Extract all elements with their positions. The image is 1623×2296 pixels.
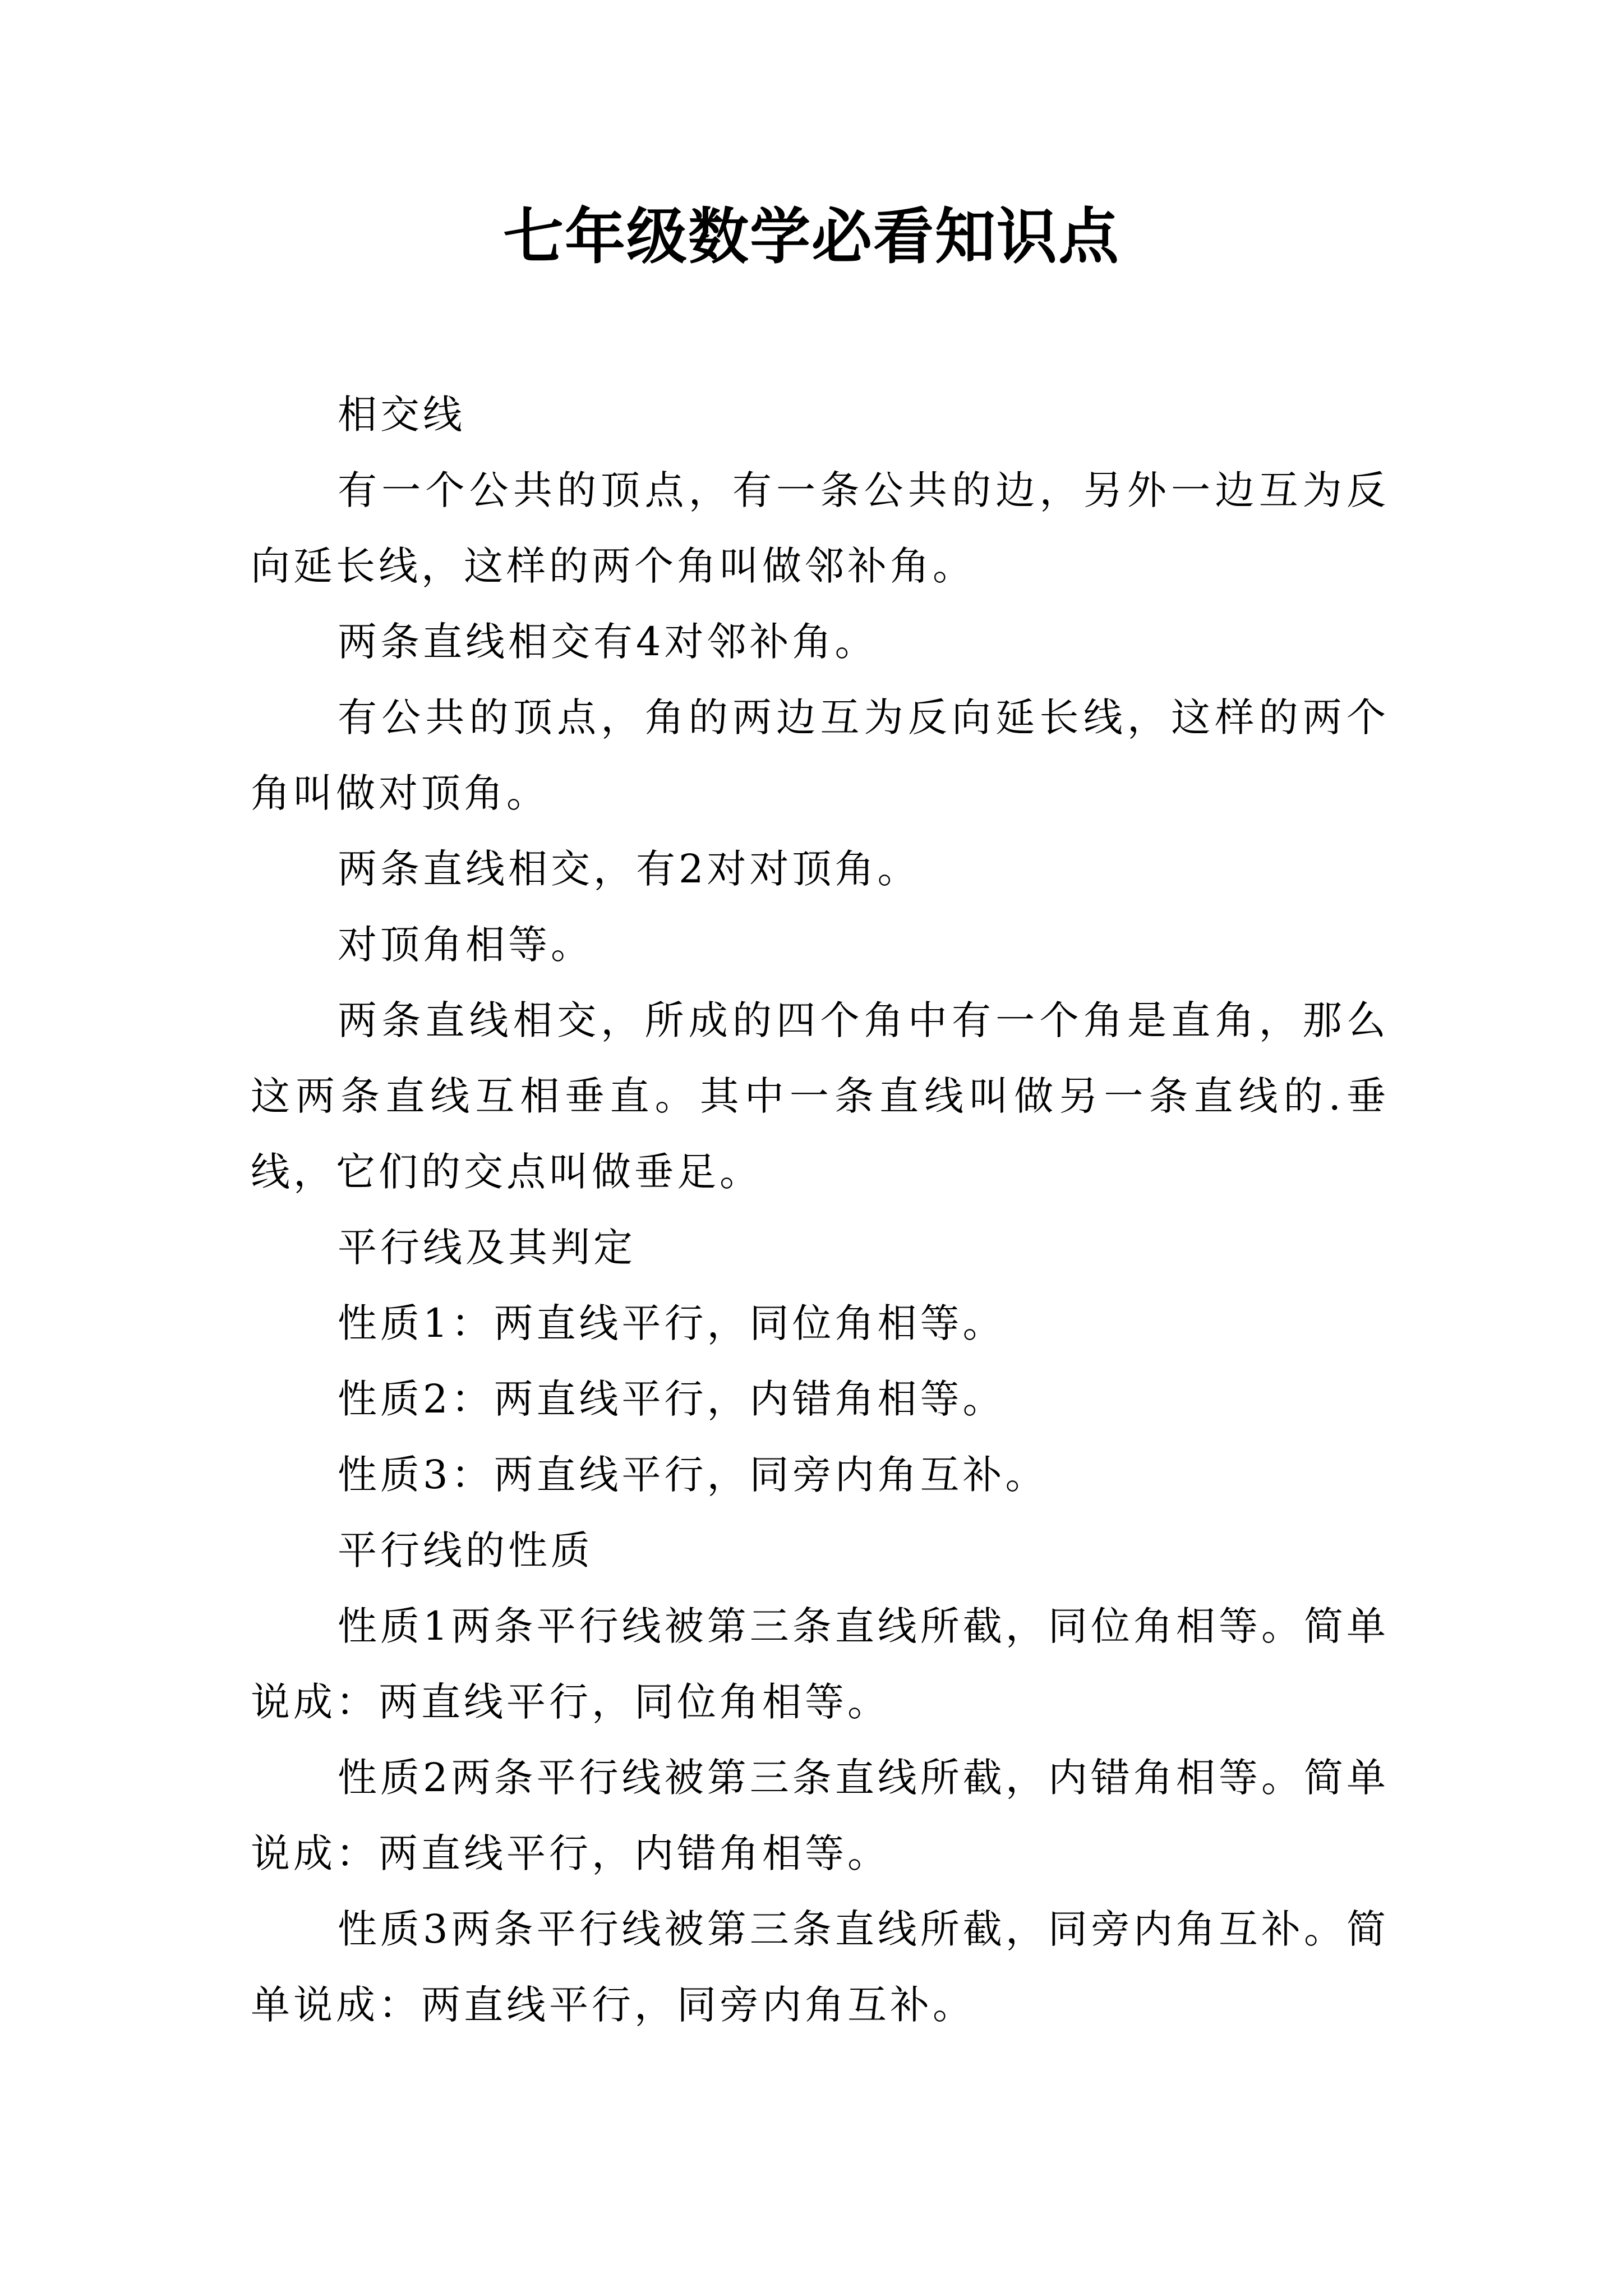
document-title: 七年级数学必看知识点	[502, 201, 1120, 272]
paragraph: 对顶角相等。	[338, 922, 593, 968]
paragraph: 两条直线相交，有2对对顶角。	[338, 846, 920, 892]
paragraph: 性质1：两直线平行，同位角相等。	[338, 1300, 1006, 1346]
paragraph: 性质1两条平行线被第三条直线所截，同位角相等。简单说成：两直线平行，同位角相等。	[251, 1603, 1389, 1725]
paragraph: 两条直线相交，所成的四个角中有一个角是直角，那么这两条直线互相垂直。其中一条直线叫做另一条直线的.垂线，它们的交点叫做垂足。	[251, 997, 1389, 1195]
paragraph: 性质3两条平行线被第三条直线所截，同旁内角互补。简单说成：两直线平行，同旁内角互补。	[251, 1906, 1389, 2028]
paragraph: 性质2两条平行线被第三条直线所截，内错角相等。简单说成：两直线平行，内错角相等。	[251, 1755, 1389, 1876]
paragraph: 有公共的顶点，角的两边互为反向延长线，这样的两个角叫做对顶角。	[251, 694, 1389, 816]
paragraph: 性质2：两直线平行，内错角相等。	[338, 1376, 1006, 1422]
paragraph: 性质3：两直线平行，同旁内角互补。	[338, 1452, 1048, 1498]
paragraph: 两条直线相交有4对邻补角。	[338, 619, 878, 665]
section-heading-parallel-lines-criteria: 平行线及其判定	[338, 1225, 636, 1271]
paragraph: 有一个公共的顶点，有一条公共的边，另外一边互为反向延长线，这样的两个角叫做邻补角。	[251, 467, 1389, 589]
document-body	[251, 377, 1389, 2043]
section-heading-intersecting-lines: 相交线	[338, 392, 465, 438]
section-heading-parallel-lines-properties: 平行线的性质	[338, 1527, 593, 1573]
